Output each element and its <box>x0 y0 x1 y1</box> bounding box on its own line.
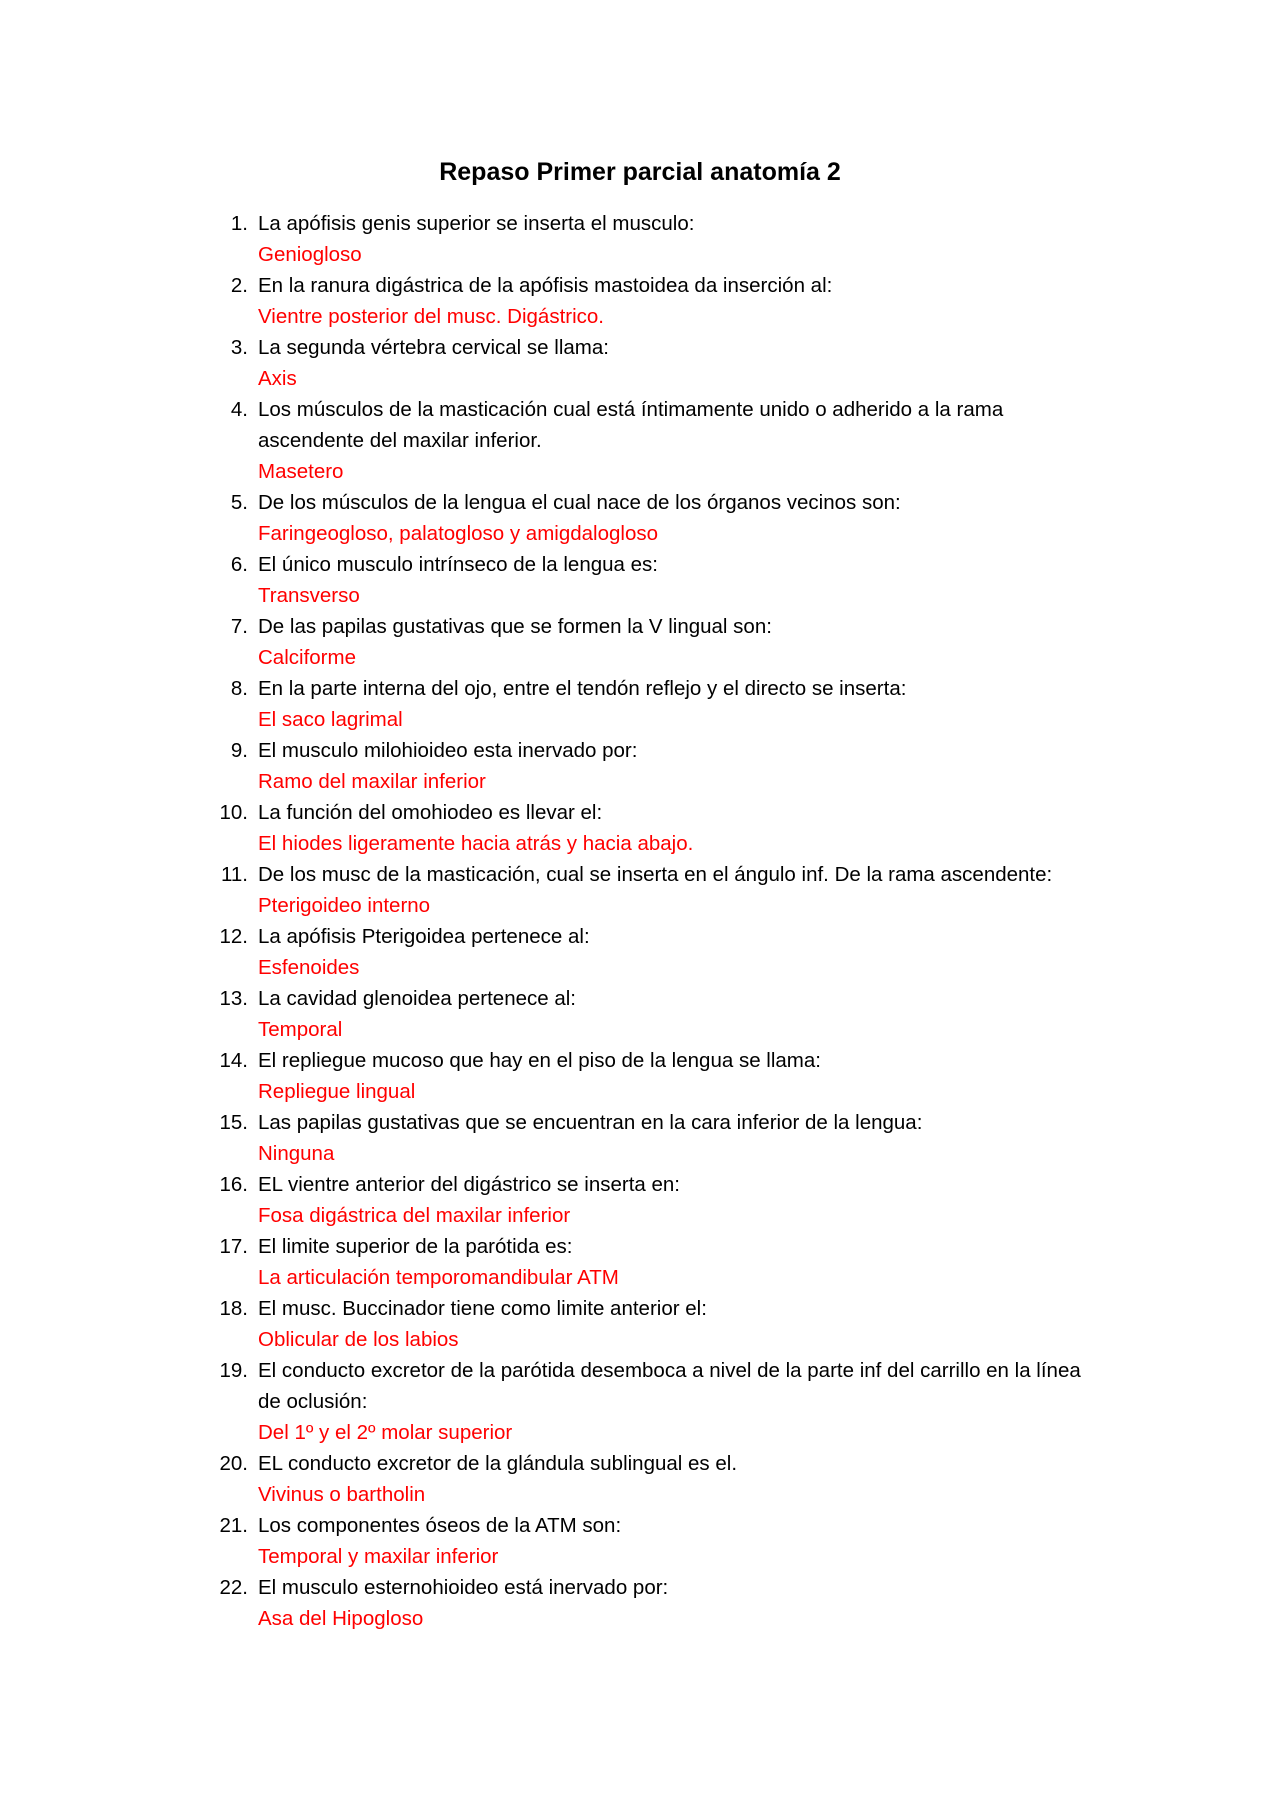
question-number: 19. <box>219 1359 248 1382</box>
question-text: El musculo milohioideo esta inervado por: <box>258 739 638 762</box>
answer-text: Asa del Hipogloso <box>258 1607 424 1630</box>
question-item <box>0 1169 1280 1231</box>
question-text: La cavidad glenoidea pertenece al: <box>258 987 576 1010</box>
question-number: 9. <box>230 739 248 762</box>
question-item <box>0 394 1280 487</box>
answer-text: Oblicular de los labios <box>258 1328 459 1351</box>
question-text: La función del omohiodeo es llevar el: <box>258 801 603 824</box>
answer-text: El hiodes ligeramente hacia atrás y hacia abajo. <box>258 832 694 855</box>
answer-text: Temporal <box>258 1018 343 1041</box>
question-item <box>0 332 1280 394</box>
answer-text: Ramo del maxilar inferior <box>258 770 486 793</box>
question-text: EL conducto excretor de la glándula sublingual es el. <box>258 1452 738 1475</box>
answer-text: Repliegue lingual <box>258 1080 416 1103</box>
question-text: En la parte interna del ojo, entre el tendón reflejo y el directo se inserta: <box>258 677 907 700</box>
question-text: Los músculos de la masticación cual está íntimamente unido o adherido a la rama ascendente del maxilar inferior. <box>258 398 1004 452</box>
answer-text: Del 1º y el 2º molar superior <box>258 1421 513 1444</box>
question-item <box>0 1045 1280 1107</box>
question-item <box>0 270 1280 332</box>
question-number: 20. <box>219 1452 248 1475</box>
question-number: 2. <box>230 274 248 297</box>
question-text: De las papilas gustativas que se formen la V lingual son: <box>258 615 772 638</box>
question-item <box>0 1231 1280 1293</box>
answer-text: Vientre posterior del musc. Digástrico. <box>258 305 604 328</box>
answer-text: Temporal y maxilar inferior <box>258 1545 499 1568</box>
question-text: La apófisis genis superior se inserta el musculo: <box>258 212 695 235</box>
answer-text: Esfenoides <box>258 956 360 979</box>
question-number: 10. <box>219 801 248 824</box>
question-text: El conducto excretor de la parótida desemboca a nivel de la parte inf del carrillo en la línea de oclusión: <box>258 1359 1081 1413</box>
question-number: 11. <box>221 863 248 886</box>
question-list <box>0 208 1280 1634</box>
page-title: Repaso Primer parcial anatomía 2 <box>439 158 841 186</box>
question-item <box>0 1572 1280 1634</box>
question-item <box>0 1448 1280 1510</box>
question-number: 3. <box>230 336 248 359</box>
question-number: 5. <box>230 491 248 514</box>
question-number: 17. <box>219 1235 248 1258</box>
question-number: 13. <box>219 987 248 1010</box>
question-text: De los músculos de la lengua el cual nace de los órganos vecinos son: <box>258 491 901 514</box>
question-item <box>0 1355 1280 1448</box>
question-item <box>0 859 1280 921</box>
question-text: La segunda vértebra cervical se llama: <box>258 336 609 359</box>
question-item <box>0 1107 1280 1169</box>
question-number: 12. <box>219 925 248 948</box>
answer-text: Geniogloso <box>258 243 362 266</box>
question-item <box>0 1510 1280 1572</box>
question-item <box>0 921 1280 983</box>
question-text: El musculo esternohioideo está inervado por: <box>258 1576 669 1599</box>
answer-text: Pterigoideo interno <box>258 894 431 917</box>
answer-text: Transverso <box>258 584 360 607</box>
question-number: 21. <box>219 1514 248 1537</box>
question-text: De los musc de la masticación, cual se inserta en el ángulo inf. De la rama ascendente: <box>258 863 1053 886</box>
question-text: El limite superior de la parótida es: <box>258 1235 573 1258</box>
answer-text: Calciforme <box>258 646 356 669</box>
question-item <box>0 797 1280 859</box>
question-text: La apófisis Pterigoidea pertenece al: <box>258 925 590 948</box>
question-text: El repliegue mucoso que hay en el piso de la lengua se llama: <box>258 1049 821 1072</box>
answer-text: Ninguna <box>258 1142 335 1165</box>
question-item <box>0 983 1280 1045</box>
question-text: En la ranura digástrica de la apófisis mastoidea da inserción al: <box>258 274 833 297</box>
question-number: 18. <box>219 1297 248 1320</box>
question-text: Las papilas gustativas que se encuentran en la cara inferior de la lengua: <box>258 1111 923 1134</box>
question-item <box>0 208 1280 270</box>
question-number: 1. <box>230 212 248 235</box>
question-text: Los componentes óseos de la ATM son: <box>258 1514 622 1537</box>
question-number: 8. <box>230 677 248 700</box>
question-number: 16. <box>219 1173 248 1196</box>
question-item <box>0 487 1280 549</box>
answer-text: El saco lagrimal <box>258 708 403 731</box>
answer-text: Faringeogloso, palatogloso y amigdalogloso <box>258 522 659 545</box>
answer-text: La articulación temporomandibular ATM <box>258 1266 619 1289</box>
question-number: 22. <box>219 1576 248 1599</box>
question-item <box>0 673 1280 735</box>
question-item <box>0 735 1280 797</box>
question-number: 14. <box>219 1049 248 1072</box>
answer-text: Axis <box>258 367 297 390</box>
question-number: 4. <box>230 398 248 421</box>
question-text: EL vientre anterior del digástrico se inserta en: <box>258 1173 680 1196</box>
question-item <box>0 1293 1280 1355</box>
answer-text: Vivinus o bartholin <box>258 1483 426 1506</box>
question-text: El único musculo intrínseco de la lengua es: <box>258 553 658 576</box>
answer-text: Masetero <box>258 460 344 483</box>
question-number: 6. <box>230 553 248 576</box>
question-number: 7. <box>230 615 248 638</box>
question-number: 15. <box>219 1111 248 1134</box>
question-item <box>0 549 1280 611</box>
answer-text: Fosa digástrica del maxilar inferior <box>258 1204 571 1227</box>
question-text: El musc. Buccinador tiene como limite anterior el: <box>258 1297 707 1320</box>
question-item <box>0 611 1280 673</box>
